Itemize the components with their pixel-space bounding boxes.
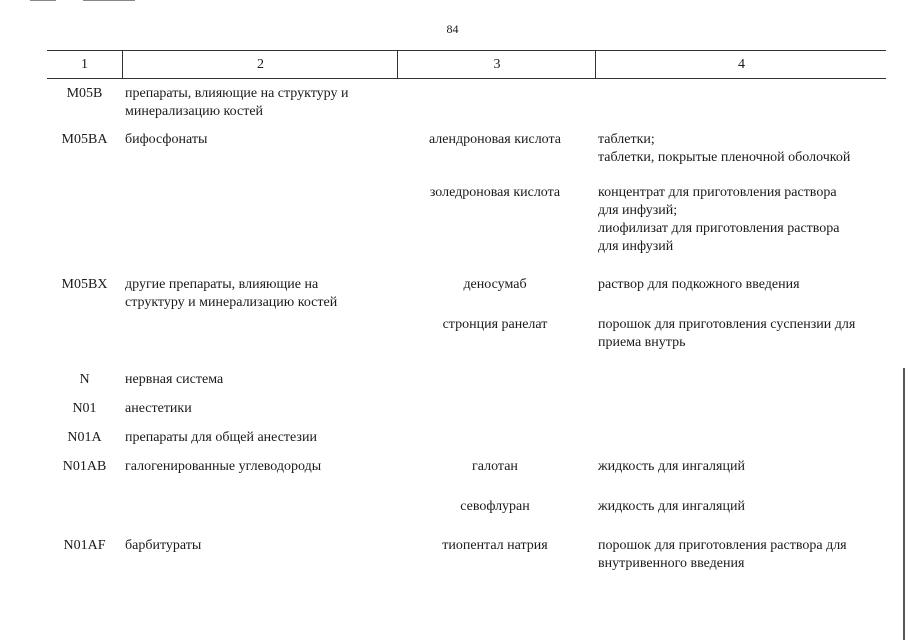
dosage-form [598, 316, 886, 352]
group-name [125, 400, 385, 418]
group-name [125, 429, 385, 447]
drug-name: севофлуран [460, 499, 530, 514]
group-name [125, 371, 385, 389]
group-name-line: галогенированные углеводороды [125, 459, 322, 474]
group-name-line: минерализацию костей [125, 104, 264, 119]
group-name [125, 458, 385, 476]
group-name [125, 537, 385, 555]
dosage-form [598, 458, 886, 476]
group-name-line: нервная система [125, 372, 224, 387]
header-col-4: 4 [595, 51, 887, 78]
atc-code: M05BX [61, 277, 108, 292]
dosage-form-line: раствор для подкожного введения [598, 277, 800, 292]
dosage-form-line: концентрат для приготовления раствора [598, 185, 837, 200]
group-name-line: препараты для общей анестезии [125, 430, 317, 445]
drug-name: стронция ранелат [442, 317, 548, 332]
atc-code: N [79, 372, 90, 387]
dosage-form [598, 131, 886, 167]
dosage-form [598, 184, 886, 256]
header-col-1: 1 [81, 57, 88, 72]
drug-name: золедроновая кислота [429, 185, 561, 200]
drug-name: галотан [472, 459, 518, 474]
group-name-line: структуру и минерализацию костей [125, 295, 338, 310]
dosage-form-line: таблетки, покрытые пленочной оболочкой [598, 150, 851, 165]
atc-code: N01AF [63, 538, 106, 553]
group-name [125, 131, 385, 149]
atc-code: N01A [67, 430, 102, 445]
dosage-form-line: порошок для приготовления суспензии для [598, 317, 856, 332]
drug-name: тиопентал натрия [442, 538, 548, 553]
group-name-line: барбитураты [125, 538, 202, 553]
dosage-form [598, 537, 886, 573]
group-name-line: бифосфонаты [125, 132, 208, 147]
dosage-form-line: порошок для приготовления раствора для [598, 538, 847, 553]
dosage-form-line: лиофилизат для приготовления раствора [598, 221, 840, 236]
drug-name: деносумаб [463, 277, 527, 292]
atc-code: N01 [72, 401, 97, 416]
group-name-line: анестетики [125, 401, 192, 416]
dosage-form-line: для инфузий; [598, 203, 678, 218]
scan-artifact [30, 0, 56, 1]
group-name [125, 85, 385, 121]
group-name [125, 276, 385, 312]
group-name-line: препараты, влияющие на структуру и [125, 86, 349, 101]
scan-artifact [83, 0, 135, 1]
dosage-form-line: жидкость для ингаляций [598, 499, 745, 514]
atc-code: M05B [66, 86, 103, 101]
dosage-form-line: жидкость для ингаляций [598, 459, 745, 474]
dosage-form [598, 276, 886, 294]
table-header [47, 50, 886, 79]
group-name-line: другие препараты, влияющие на [125, 277, 319, 292]
dosage-form-line: внутривенного введения [598, 556, 745, 571]
dosage-form-line: приема внутрь [598, 335, 686, 350]
page-number: 84 [446, 22, 459, 36]
dosage-form [598, 498, 886, 516]
dosage-form-line: для инфузий [598, 239, 674, 254]
header-col-3: 3 [397, 51, 596, 78]
dosage-form-line: таблетки; [598, 132, 655, 147]
atc-code: M05BA [61, 132, 108, 147]
drug-name: алендроновая кислота [428, 132, 562, 147]
header-col-2: 2 [122, 51, 398, 78]
atc-code: N01AB [62, 459, 107, 474]
